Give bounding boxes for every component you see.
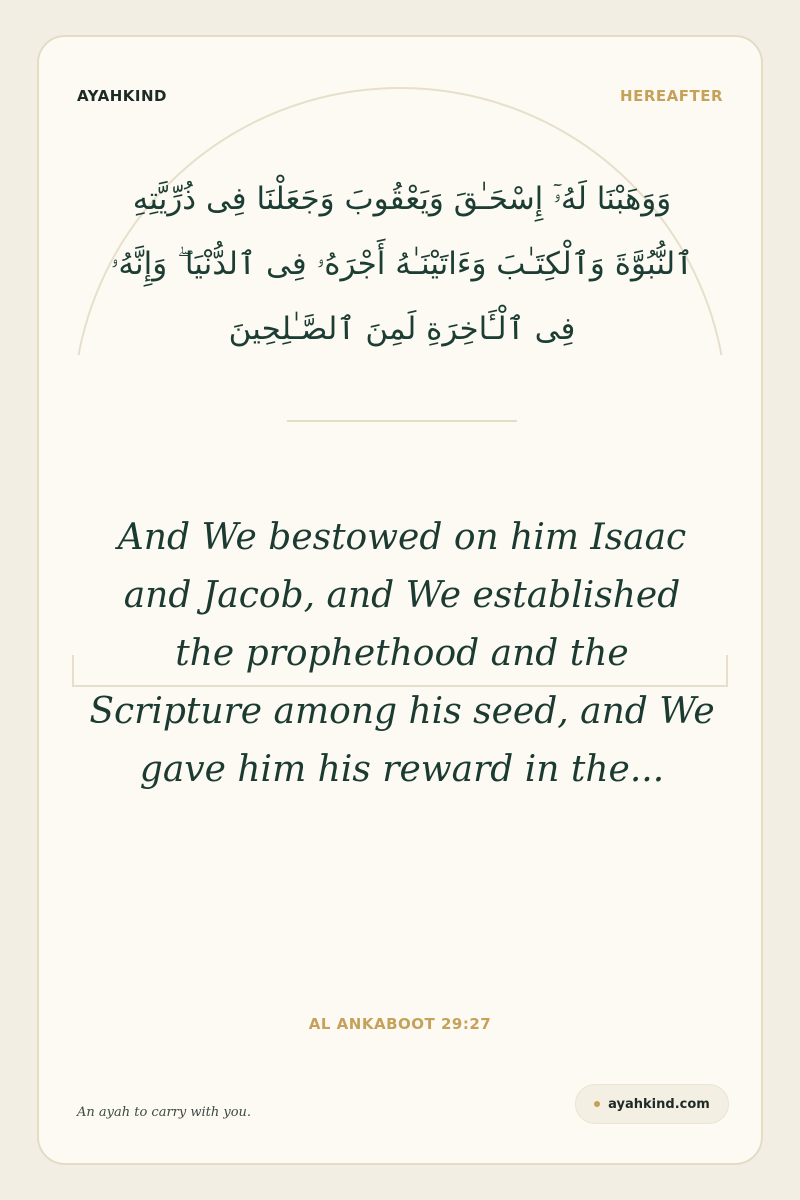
theme-label: HEREAFTER — [620, 87, 723, 105]
arabic-verse: وَوَهَبْنَا لَهُۥٓ إِسْحَـٰقَ وَيَعْقُوبَ وَجَعَلْنَا فِى ذُرِّيَّتِهِ ٱلنُّبُوَّةَ وَٱلْكِتَـٰبَ وَءَاتَيْنَـٰهُ أَجْرَهُۥ فِى ٱلدُّنْيَا ۖ وَإِنَّهُۥ فِى ٱلْـَٔاخِرَةِ لَمِنَ ٱلصَّـٰلِحِينَ — [110, 181, 694, 347]
tagline: An ayah to carry with you. — [77, 1105, 252, 1120]
verse-reference: AL ANKABOOT 29:27 — [308, 1015, 492, 1033]
dot-icon — [594, 1101, 600, 1107]
brand-label: AYAHKIND — [77, 87, 167, 105]
verse-translation: And We bestowed on him Isaac and Jacob, and We established the prophethood and the Scripture among his seed, and We gave him his reward in the... — [89, 517, 715, 790]
site-link-pill[interactable] — [575, 1084, 729, 1124]
divider — [287, 420, 517, 422]
verse-card — [37, 35, 763, 1165]
site-link-label: ayahkind.com — [608, 1096, 710, 1112]
